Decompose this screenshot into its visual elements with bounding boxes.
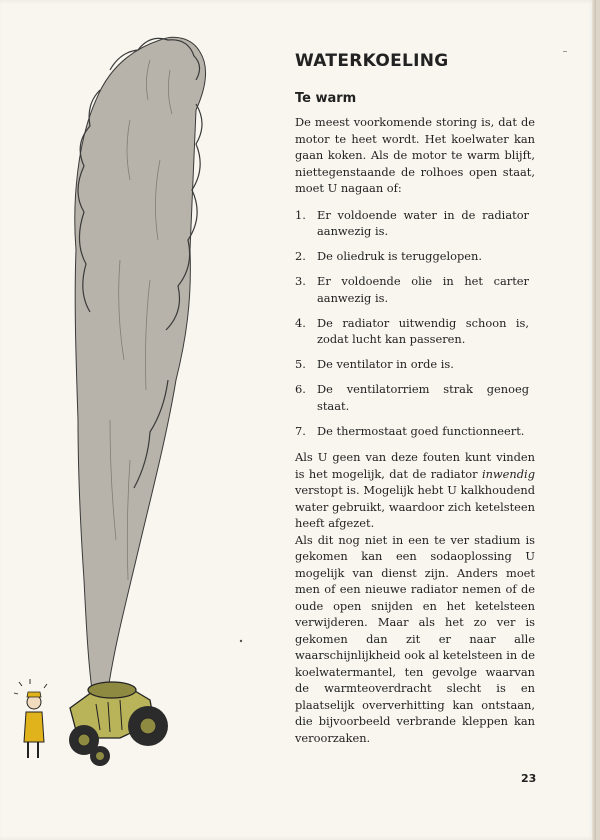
list-item-text: Er voldoende olie in het carter aanwezig is. [317, 274, 529, 305]
paragraph-text: Als U geen van deze fouten kunt vinden is het mogelijk, dat de radiator [295, 450, 535, 481]
list-item-text: De ventilatorriem strak genoeg staat. [317, 382, 529, 413]
list-item [295, 381, 535, 414]
list-item-number: 4. [295, 315, 306, 330]
list-item-number: 6. [295, 382, 306, 396]
page-edge [592, 0, 596, 840]
intro-paragraph: De meest voorkomende storing is, dat de motor te heet wordt. Het koelwater kan gaan koken. Als de motor te warm blijft, niettegenstaande de rolhoes open staat, moet U nagaan of: [295, 115, 535, 195]
page-title: WATERKOELING [295, 51, 449, 71]
list-item [295, 273, 535, 306]
checklist [295, 207, 535, 440]
list-item [295, 315, 535, 348]
list-item-number: 5. [295, 357, 306, 371]
body-paragraph-2: Als dit nog niet in een te ver stadium is gekomen kan een sodaoplossing U mogelijk van dienst zijn. Anders moet men of een nieuwe radiator nemen of de oude open snijden en het ketelsteen verwijderen. Maar als het zo ver is gekomen dan zit er naar alle waarschijnlijkheid ook al ketelsteen in de koelwatermantel, ten gevolge waarvan de warmteoverdracht slecht is en plaatselijk oververhitting kan ontstaan, die bijvoorbeeld verbrande kleppen kan veroorzaken. [295, 532, 535, 745]
section-title: Te warm [295, 91, 357, 106]
list-item-text: Er voldoende water in de radiator aanwezig is. [317, 207, 529, 238]
margin-mark [563, 51, 567, 52]
list-item [295, 248, 535, 265]
list-item-text: De oliedruk is teruggelopen. [317, 249, 482, 263]
article-column [295, 50, 535, 746]
list-item [295, 207, 535, 240]
steam-plume [75, 37, 206, 690]
list-item [295, 356, 535, 373]
list-item-text: De ventilator in orde is. [317, 357, 454, 371]
list-item-text: De radiator uitwendig schoon is, zodat lucht kan passeren. [317, 315, 529, 346]
body-paragraph-1 [295, 449, 535, 532]
page-number: 23 [521, 772, 537, 785]
list-item-number: 7. [295, 423, 306, 438]
overheating-tractor-illustration [0, 0, 290, 840]
list-item [295, 423, 535, 440]
worried-figure [14, 679, 47, 758]
paragraph-text: verstopt is. Mogelijk hebt U kalkhoudend water gebruikt, waardoor zich ketelsteen heeft afgezet. [295, 483, 535, 530]
emphasis-text: inwendig [481, 466, 535, 481]
list-item-text: De thermostaat goed functionneert. [317, 423, 525, 438]
list-item-number: 3. [295, 274, 306, 288]
tractor [69, 682, 168, 766]
list-item-number: 1. [295, 207, 306, 222]
list-item-number: 2. [295, 249, 306, 263]
